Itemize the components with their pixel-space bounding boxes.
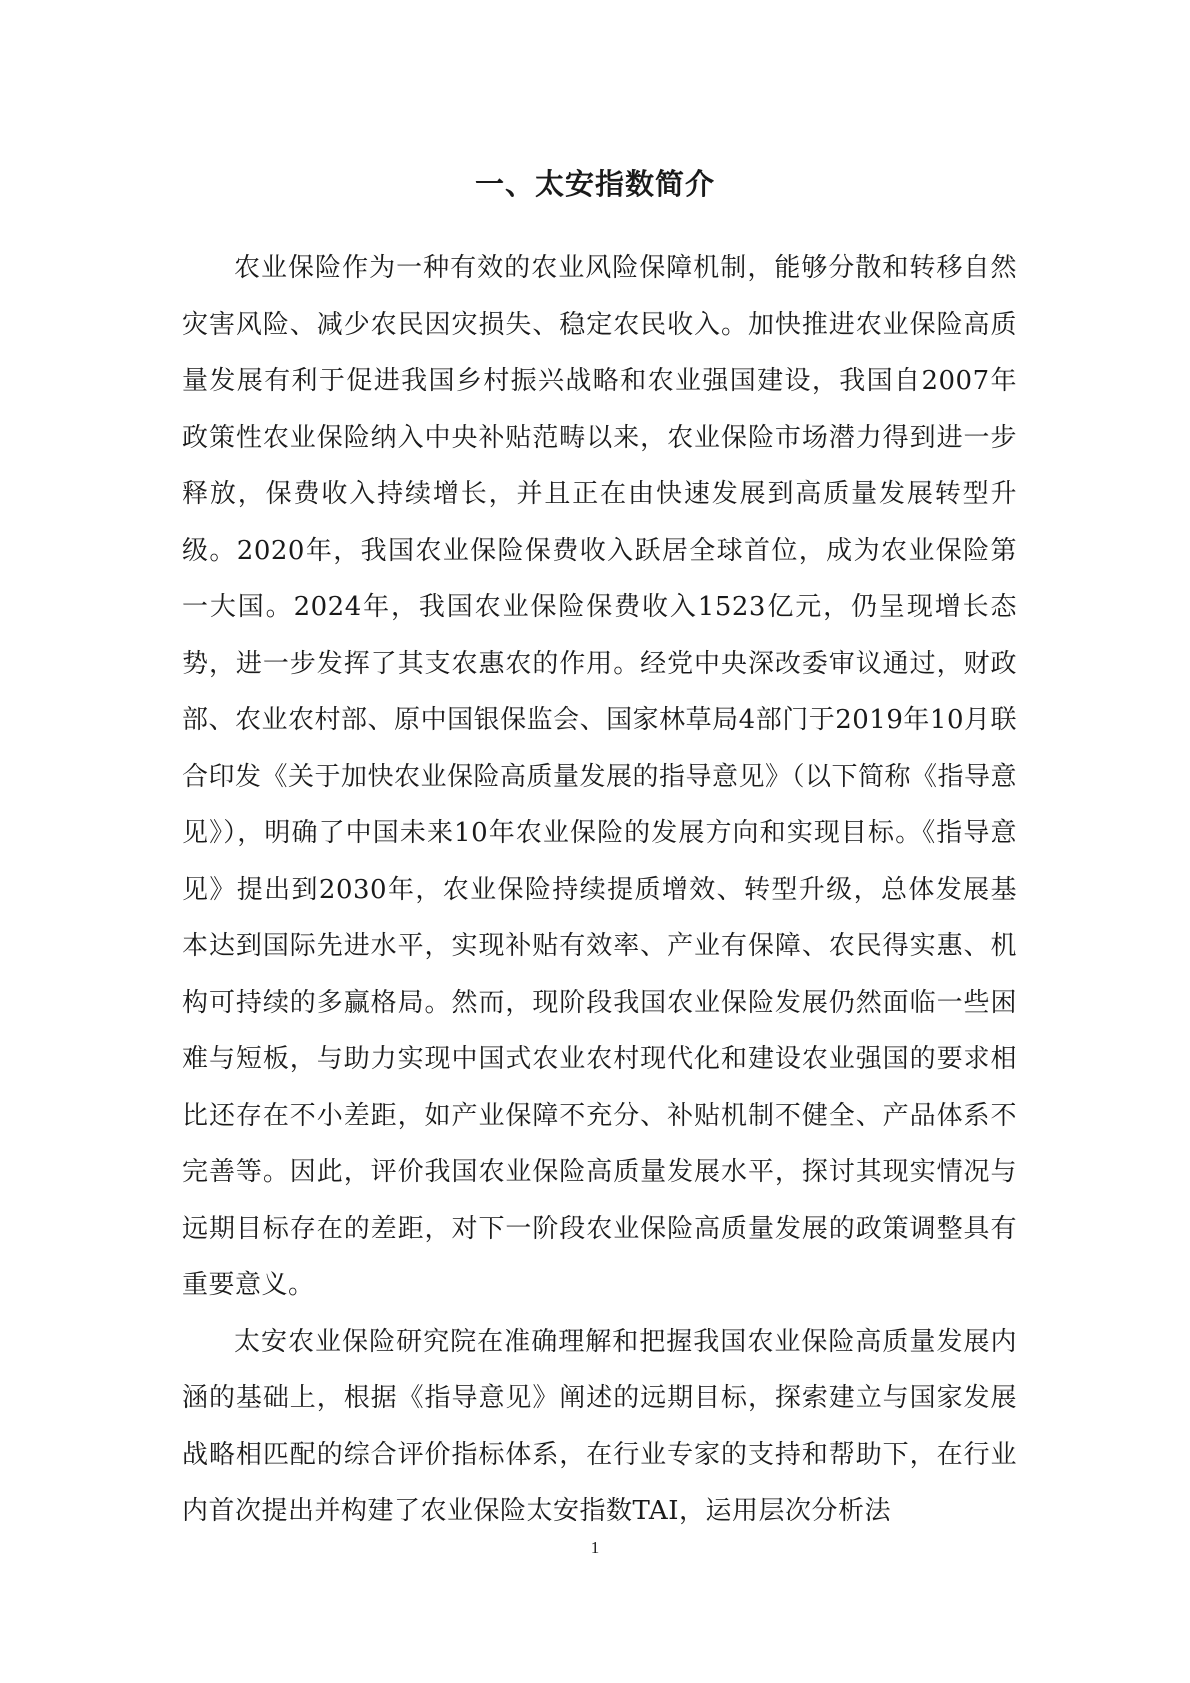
section-heading: 一、太安指数简介 (474, 167, 715, 201)
page-number: 1 (590, 1538, 600, 1557)
paragraph-institute: 太安农业保险研究院在准确理解和把握我国农业保险高质量发展内涵的基础上，根据《指导意见》阐述的远期目标，探索建立与国家发展战略相匹配的综合评价指标体系，在行业专家的支持和帮助下，在行业内首次提出并构建了农业保险太安指数TAI，运用层次分析法 (182, 1326, 1017, 1526)
paragraph-intro: 农业保险作为一种有效的农业风险保障机制，能够分散和转移自然灾害风险、减少农民因灾损失、稳定农民收入。加快推进农业保险高质量发展有利于促进我国乡村振兴战略和农业强国建设，我国自2007年政策性农业保险纳入中央补贴范畴以来，农业保险市场潜力得到进一步释放，保费收入持续增长，并且正在由快速发展到高质量发展转型升级。2020年，我国农业保险保费收入跃居全球首位，成为农业保险第一大国。2024年，我国农业保险保费收入1523亿元，仍呈现增长态势，进一步发挥了其支农惠农的作用。经党中央深改委审议通过，财政部、农业农村部、原中国银保监会、国家林草局4部门于2019年10月联合印发《关于加快农业保险高质量发展的指导意见》（以下简称《指导意见》），明确了中国未来10年农业保险的发展方向和实现目标。《指导意见》提出到2030年，农业保险持续提质增效、转型升级，总体发展基本达到国际先进水平，实现补贴有效率、产业有保障、农民得实惠、机构可持续的多赢格局。然而，现阶段我国农业保险发展仍然面临一些困难与短板，与助力实现中国式农业农村现代化和建设农业强国的要求相比还存在不小差距，如产业保障不充分、补贴机制不健全、产品体系不完善等。因此，评价我国农业保险高质量发展水平，探讨其现实情况与远期目标存在的差距，对下一阶段农业保险高质量发展的政策调整具有重要意义。 (182, 253, 1018, 1300)
body-text (182, 240, 1017, 1540)
